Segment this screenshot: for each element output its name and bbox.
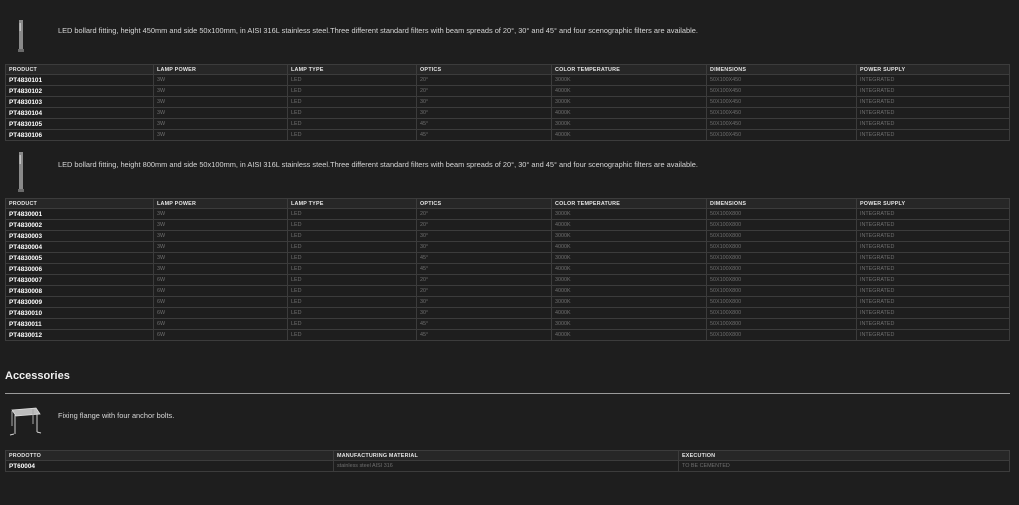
table-cell: LED	[288, 231, 417, 242]
col-manufacturing-material: MANUFACTURING MATERIAL	[334, 451, 679, 461]
product-code-cell: PT4830009	[6, 297, 154, 308]
product-code-cell: PT4830005	[6, 253, 154, 264]
col-product: PRODUCT	[6, 199, 154, 209]
col-lamp-power: LAMP POWER	[154, 65, 288, 75]
col-dimensions: DIMENSIONS	[707, 199, 857, 209]
table-row	[6, 209, 1010, 220]
table-cell: 3000K	[552, 231, 707, 242]
product-code-cell: PT4830106	[6, 130, 154, 141]
spec-table	[5, 198, 1010, 341]
bollard-450-image	[14, 18, 28, 58]
table-cell: INTEGRATED	[857, 264, 1010, 275]
table-cell: INTEGRATED	[857, 86, 1010, 97]
table-cell: 3W	[154, 108, 288, 119]
table-cell: INTEGRATED	[857, 275, 1010, 286]
table-cell: 20°	[417, 286, 552, 297]
table-cell: INTEGRATED	[857, 209, 1010, 220]
table-cell: 3W	[154, 209, 288, 220]
table-cell: LED	[288, 119, 417, 130]
product-code-cell: PT4830008	[6, 286, 154, 297]
accessory-description: Fixing flange with four anchor bolts.	[58, 411, 175, 420]
product-code-cell: PT60004	[6, 461, 334, 472]
table-row	[6, 286, 1010, 297]
table-cell: LED	[288, 242, 417, 253]
table-cell: 3000K	[552, 209, 707, 220]
table-cell: 4000K	[552, 86, 707, 97]
table-cell: 50X100X450	[707, 75, 857, 86]
col-color-temperature: COLOR TEMPERATURE	[552, 65, 707, 75]
table-cell: 50X100X450	[707, 86, 857, 97]
col-product: PRODUCT	[6, 65, 154, 75]
table-cell: 50X100X800	[707, 297, 857, 308]
table-cell: 6W	[154, 308, 288, 319]
product-code-cell: PT4830003	[6, 231, 154, 242]
table-cell: 3000K	[552, 297, 707, 308]
product-description: LED bollard fitting, height 450mm and side 50x100mm, in AISI 316L stainless steel.Three different standard filters with beam spreads of 20°, 30° and 45° and four scenographic filters are available.	[58, 26, 698, 35]
table-cell: 3W	[154, 119, 288, 130]
table-cell: 50X100X800	[707, 275, 857, 286]
table-cell: LED	[288, 330, 417, 341]
table-cell: 30°	[417, 242, 552, 253]
table-cell: 3W	[154, 130, 288, 141]
product-code-cell: PT4830004	[6, 242, 154, 253]
table-cell: 3000K	[552, 253, 707, 264]
table-row	[6, 253, 1010, 264]
table-cell: INTEGRATED	[857, 253, 1010, 264]
table-cell: 45°	[417, 253, 552, 264]
table-cell: 45°	[417, 264, 552, 275]
table-cell: LED	[288, 308, 417, 319]
table-cell: INTEGRATED	[857, 308, 1010, 319]
table-row	[6, 97, 1010, 108]
table-row	[6, 330, 1010, 341]
table-cell: 3W	[154, 253, 288, 264]
table-cell: 50X100X800	[707, 242, 857, 253]
product-code-cell: PT4830007	[6, 275, 154, 286]
table-cell: 3000K	[552, 319, 707, 330]
table-cell: 20°	[417, 75, 552, 86]
product-code-cell: PT4830104	[6, 108, 154, 119]
table-cell: 45°	[417, 330, 552, 341]
table-cell: INTEGRATED	[857, 220, 1010, 231]
table-cell: 50X100X450	[707, 130, 857, 141]
table-header-row	[6, 451, 1010, 461]
col-dimensions: DIMENSIONS	[707, 65, 857, 75]
table-row	[6, 319, 1010, 330]
table-cell: LED	[288, 86, 417, 97]
product-code-cell: PT4830012	[6, 330, 154, 341]
table-cell: LED	[288, 108, 417, 119]
table-cell: INTEGRATED	[857, 231, 1010, 242]
table-cell: LED	[288, 97, 417, 108]
table-cell: 6W	[154, 275, 288, 286]
table-cell: 4000K	[552, 330, 707, 341]
col-execution: EXECUTION	[679, 451, 1010, 461]
col-optics: OPTICS	[417, 199, 552, 209]
table-cell: 50X100X800	[707, 209, 857, 220]
table-cell: 45°	[417, 119, 552, 130]
divider	[5, 393, 1010, 394]
table-cell: INTEGRATED	[857, 130, 1010, 141]
table-row	[6, 75, 1010, 86]
table-cell: 50X100X800	[707, 308, 857, 319]
table-cell: 50X100X450	[707, 97, 857, 108]
table-cell: 3000K	[552, 119, 707, 130]
table-cell: LED	[288, 264, 417, 275]
table-cell: INTEGRATED	[857, 286, 1010, 297]
table-cell: stainless steel AISI 316	[334, 461, 679, 472]
product-code-cell: PT4830001	[6, 209, 154, 220]
fixing-flange-image	[6, 404, 44, 438]
product-code-cell: PT4830103	[6, 97, 154, 108]
table-row	[6, 264, 1010, 275]
col-power-supply: POWER SUPPLY	[857, 65, 1010, 75]
table-cell: 30°	[417, 297, 552, 308]
table-cell: 3000K	[552, 97, 707, 108]
table-cell: 20°	[417, 209, 552, 220]
table-row	[6, 119, 1010, 130]
table-cell: INTEGRATED	[857, 119, 1010, 130]
table-cell: 4000K	[552, 264, 707, 275]
table-cell: 4000K	[552, 308, 707, 319]
table-cell: 6W	[154, 297, 288, 308]
table-cell: LED	[288, 220, 417, 231]
table-cell: LED	[288, 319, 417, 330]
table-cell: INTEGRATED	[857, 75, 1010, 86]
table-header-row	[6, 199, 1010, 209]
table-cell: 4000K	[552, 242, 707, 253]
table-cell: 50X100X450	[707, 108, 857, 119]
table-cell: 4000K	[552, 286, 707, 297]
table-cell: 50X100X800	[707, 264, 857, 275]
table-cell: LED	[288, 297, 417, 308]
table-row	[6, 461, 1010, 472]
col-color-temperature: COLOR TEMPERATURE	[552, 199, 707, 209]
table-cell: INTEGRATED	[857, 108, 1010, 119]
col-prodotto: PRODOTTO	[6, 451, 334, 461]
table-cell: 4000K	[552, 130, 707, 141]
accessory-table	[5, 450, 1010, 472]
table-cell: 6W	[154, 286, 288, 297]
table-cell: 50X100X800	[707, 286, 857, 297]
accessories-heading: Accessories	[5, 370, 70, 382]
col-lamp-power: LAMP POWER	[154, 199, 288, 209]
table-cell: INTEGRATED	[857, 319, 1010, 330]
product-code-cell: PT4830011	[6, 319, 154, 330]
table-cell: 30°	[417, 108, 552, 119]
table-cell: LED	[288, 275, 417, 286]
product-code-cell: PT4830002	[6, 220, 154, 231]
table-cell: 30°	[417, 308, 552, 319]
table-cell: INTEGRATED	[857, 330, 1010, 341]
table-cell: 50X100X800	[707, 220, 857, 231]
spec-table	[5, 64, 1010, 141]
table-header-row	[6, 65, 1010, 75]
table-cell: 4000K	[552, 220, 707, 231]
table-cell: 45°	[417, 130, 552, 141]
table-cell: INTEGRATED	[857, 242, 1010, 253]
table-cell: LED	[288, 75, 417, 86]
table-cell: TO BE CEMENTED	[679, 461, 1010, 472]
table-cell: 30°	[417, 97, 552, 108]
table-row	[6, 220, 1010, 231]
table-cell: 20°	[417, 220, 552, 231]
table-cell: 3000K	[552, 275, 707, 286]
table-cell: 30°	[417, 231, 552, 242]
table-cell: LED	[288, 130, 417, 141]
table-cell: INTEGRATED	[857, 297, 1010, 308]
table-cell: 3W	[154, 75, 288, 86]
col-lamp-type: LAMP TYPE	[288, 65, 417, 75]
bollard-800-image	[14, 150, 28, 196]
table-row	[6, 130, 1010, 141]
table-cell: LED	[288, 253, 417, 264]
table-cell: INTEGRATED	[857, 97, 1010, 108]
table-cell: 50X100X800	[707, 253, 857, 264]
product-code-cell: PT4830102	[6, 86, 154, 97]
table-cell: 3W	[154, 97, 288, 108]
table-cell: 45°	[417, 319, 552, 330]
table-cell: 3W	[154, 231, 288, 242]
col-power-supply: POWER SUPPLY	[857, 199, 1010, 209]
table-cell: 50X100X800	[707, 319, 857, 330]
table-row	[6, 297, 1010, 308]
table-cell: LED	[288, 286, 417, 297]
table-row	[6, 275, 1010, 286]
table-cell: 20°	[417, 275, 552, 286]
product-description: LED bollard fitting, height 800mm and side 50x100mm, in AISI 316L stainless steel.Three different standard filters with beam spreads of 20°, 30° and 45° and four scenographic filters are available.	[58, 160, 698, 169]
product-code-cell: PT4830006	[6, 264, 154, 275]
table-cell: 3W	[154, 220, 288, 231]
table-cell: 3W	[154, 242, 288, 253]
table-cell: 3W	[154, 86, 288, 97]
table-cell: 4000K	[552, 108, 707, 119]
col-optics: OPTICS	[417, 65, 552, 75]
table-row	[6, 86, 1010, 97]
table-cell: 6W	[154, 330, 288, 341]
col-lamp-type: LAMP TYPE	[288, 199, 417, 209]
table-cell: 20°	[417, 86, 552, 97]
table-row	[6, 242, 1010, 253]
table-cell: 3000K	[552, 75, 707, 86]
product-code-cell: PT4830105	[6, 119, 154, 130]
product-code-cell: PT4830101	[6, 75, 154, 86]
table-cell: 50X100X800	[707, 231, 857, 242]
table-cell: 50X100X800	[707, 330, 857, 341]
table-cell: 3W	[154, 264, 288, 275]
table-row	[6, 308, 1010, 319]
table-cell: LED	[288, 209, 417, 220]
table-cell: 6W	[154, 319, 288, 330]
product-code-cell: PT4830010	[6, 308, 154, 319]
table-row	[6, 231, 1010, 242]
table-cell: 50X100X450	[707, 119, 857, 130]
table-row	[6, 108, 1010, 119]
